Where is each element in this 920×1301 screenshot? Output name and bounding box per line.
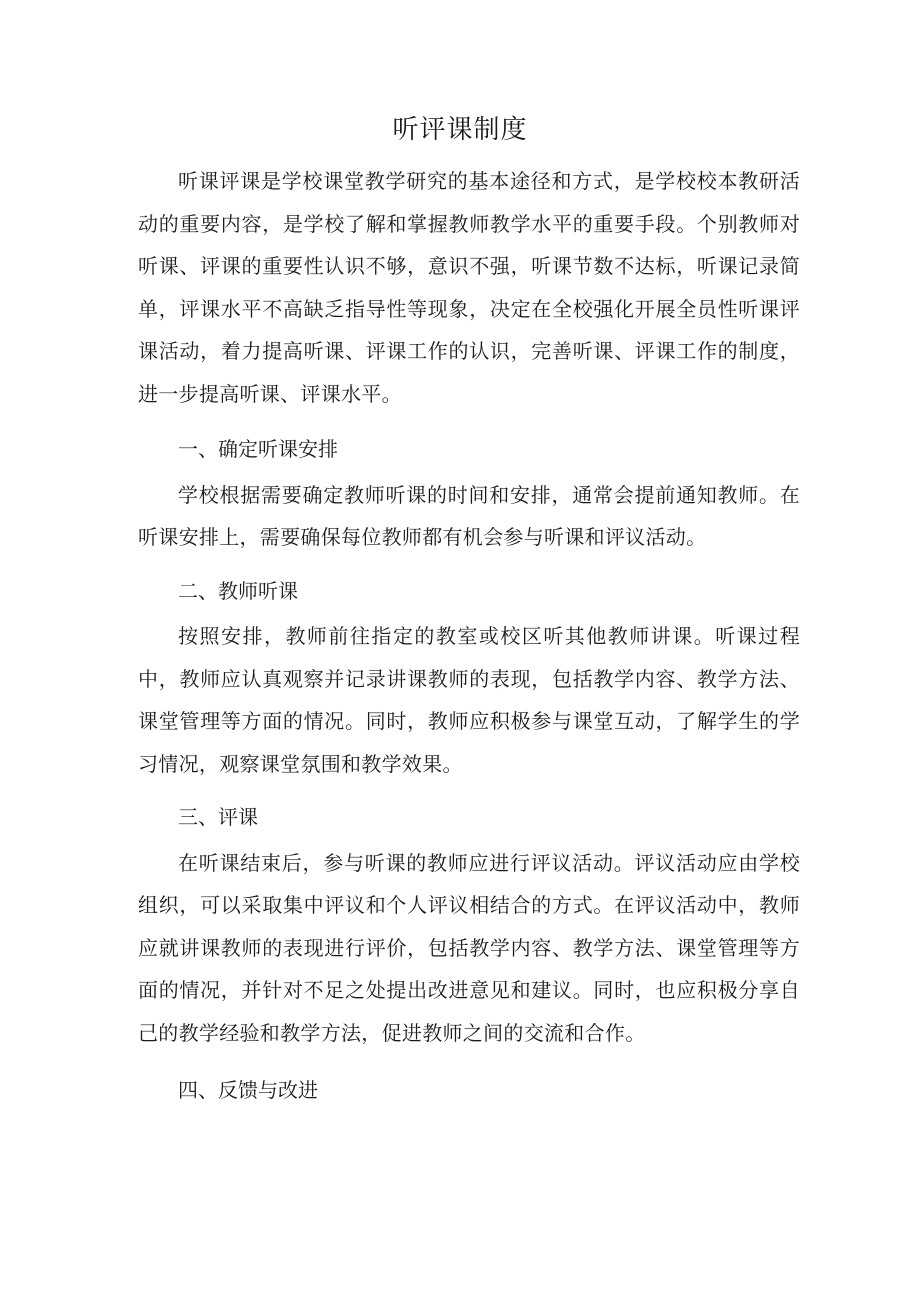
document-body bbox=[138, 160, 800, 1112]
section-body-3: 在听课结束后，参与听课的教师应进行评议活动。评议活动应由学校组织，可以采取集中评议和个人评议相结合的方式。在评议活动中，教师应就讲课教师的表现进行评价，包括教学内容、教学方法、课堂管理等方面的情况，并针对不足之处提出改进意见和建议。同时，也应积极分享自己的教学经验和教学方法，促进教师之间的交流和合作。 bbox=[138, 850, 800, 1045]
intro-paragraph: 听课评课是学校课堂教学研究的基本途径和方式，是学校校本教研活动的重要内容，是学校了解和掌握教师教学水平的重要手段。个别教师对听课、评课的重要性认识不够，意识不强，听课节数不达标，听课记录简单，评课水平不高缺乏指导性等现象，决定在全校强化开展全员性听课评课活动，着力提高听课、评课工作的认识，完善听课、评课工作的制度，进一步提高听课、评课水平。 bbox=[138, 169, 800, 406]
section-heading-2: 二、教师听课 bbox=[178, 578, 298, 603]
section-body-2: 按照安排，教师前往指定的教室或校区听其他教师讲课。听课过程中，教师应认真观察并记录讲课教师的表现，包括教学内容、教学方法、课堂管理等方面的情况。同时，教师应积极参与课堂互动，了解学生的学习情况，观察课堂氛围和教学效果。 bbox=[138, 624, 800, 776]
section-body-1: 学校根据需要确定教师听课的时间和安排，通常会提前通知教师。在听课安排上，需要确保每位教师都有机会参与听课和评议活动。 bbox=[138, 482, 800, 549]
section-heading-3: 三、评课 bbox=[178, 805, 258, 829]
section-heading-4: 四、反馈与改进 bbox=[178, 1078, 318, 1102]
document-title: 听评课制度 bbox=[392, 115, 528, 145]
section-heading-1: 一、确定听课安排 bbox=[178, 437, 338, 461]
